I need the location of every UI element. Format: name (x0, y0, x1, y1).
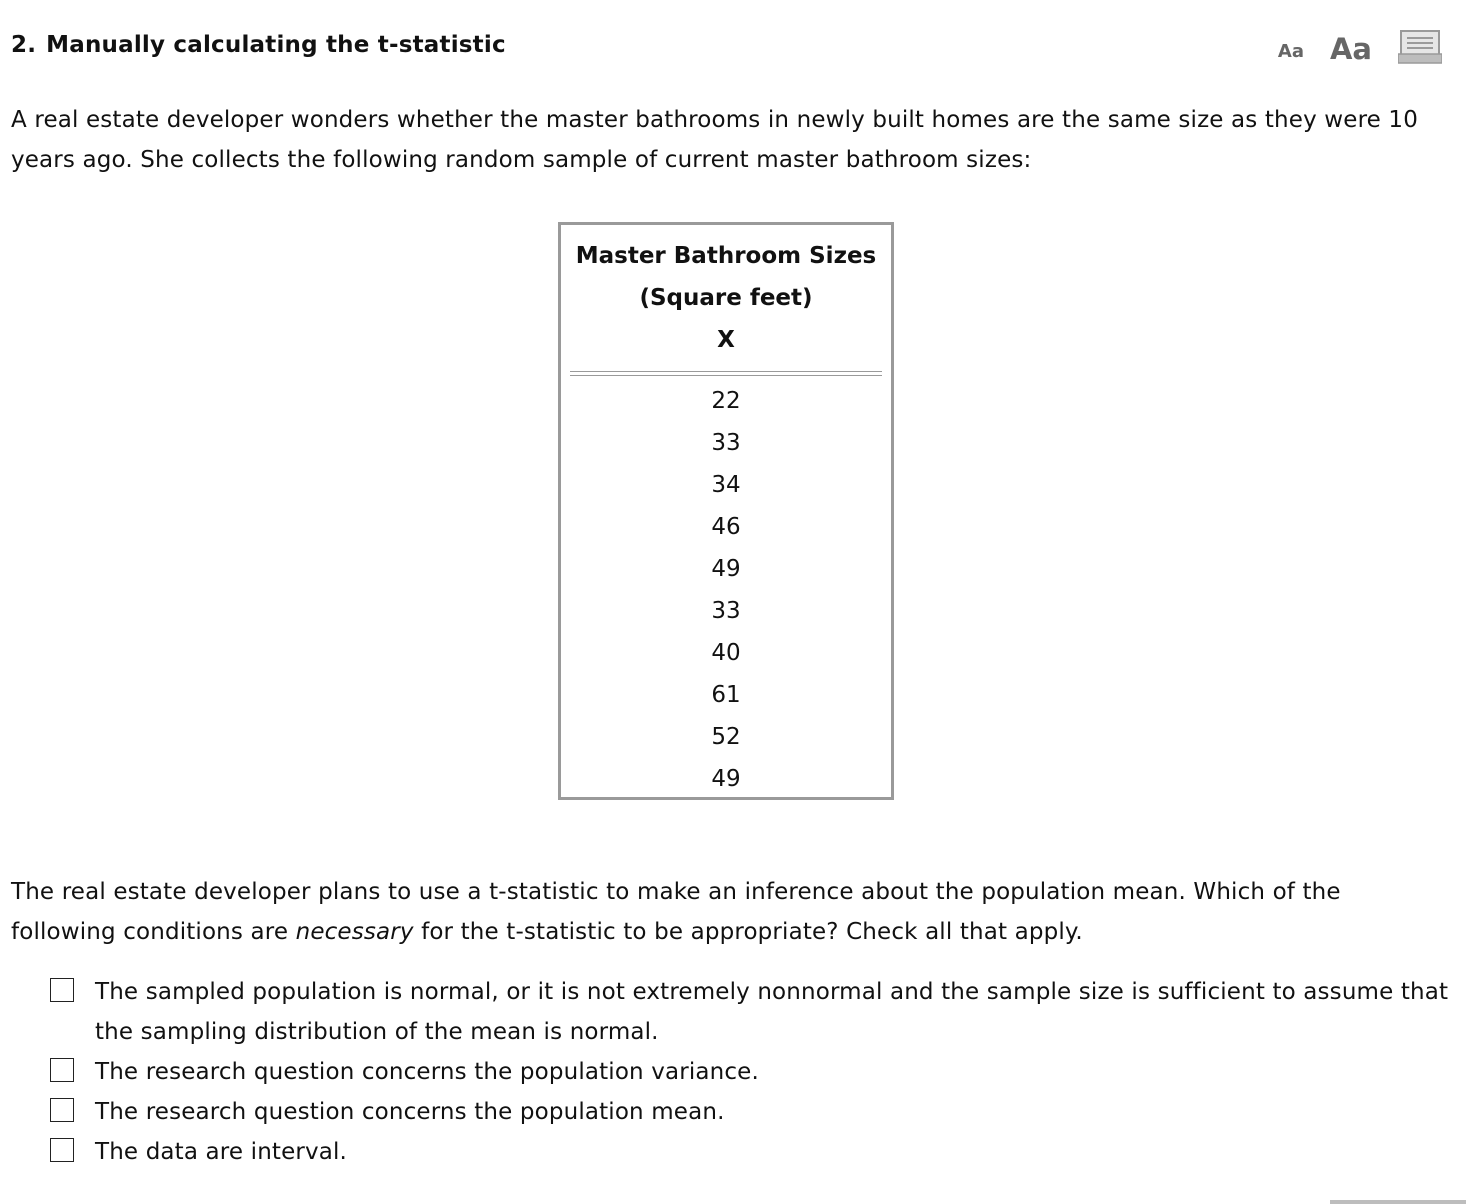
question-prompt (11, 872, 1451, 952)
checkbox-interval-data[interactable] (50, 1138, 74, 1162)
decrease-font-button[interactable]: Aa (1277, 41, 1304, 62)
table-header-units: (Square feet) (639, 285, 813, 311)
table-cell: 34 (711, 472, 741, 498)
print-icon[interactable] (1398, 30, 1442, 64)
table-cell: 33 (711, 430, 741, 456)
option-population-variance[interactable] (50, 1052, 1450, 1092)
prompt-text-before: The real estate developer plans to use a t-statistic to make an inference about the population mean. Which of the following conditions are (11, 879, 1341, 945)
table-cell: 46 (711, 514, 741, 540)
option-label: The data are interval. (95, 1139, 348, 1165)
increase-font-button[interactable]: Aa (1329, 32, 1372, 66)
option-label: The research question concerns the population variance. (95, 1059, 759, 1085)
table-header-title: Master Bathroom Sizes (575, 243, 877, 269)
table-cell: 49 (711, 766, 741, 792)
table-cell: 40 (711, 640, 741, 666)
checkbox-population-variance[interactable] (50, 1058, 74, 1082)
option-normality[interactable] (50, 972, 1450, 1052)
table-cell: 33 (711, 598, 741, 624)
table-cell: 61 (711, 682, 741, 708)
display-tools (1278, 30, 1442, 64)
option-population-mean[interactable] (50, 1092, 1450, 1132)
table-header-variable: X (717, 327, 735, 353)
bathroom-sizes-table (558, 222, 894, 800)
prompt-emphasis: necessary (295, 919, 414, 945)
checkbox-normality[interactable] (50, 978, 74, 1002)
table-cell: 22 (711, 388, 741, 414)
intro-paragraph: A real estate developer wonders whether the master bathrooms in newly built homes are the same size as they were 10 years ago. She collects the following random sample of current master bathroom sizes: (11, 107, 1418, 173)
table-cell: 49 (711, 556, 741, 582)
option-label: The sampled population is normal, or it is not extremely nonnormal and the sample size is sufficient to assume that the sampling distribution of the mean is normal. (95, 979, 1449, 1045)
question-title-text: Manually calculating the t-statistic (46, 32, 506, 58)
option-label: The research question concerns the population mean. (95, 1099, 725, 1125)
question-title (11, 32, 506, 58)
question-number: 2. (11, 32, 37, 58)
bottom-edge-bar (1330, 1200, 1466, 1204)
prompt-text-after: for the t-statistic to be appropriate? Check all that apply. (413, 919, 1083, 945)
answer-options (50, 972, 1450, 1172)
option-interval-data[interactable] (50, 1132, 1450, 1172)
table-values (561, 380, 891, 800)
table-cell: 52 (711, 724, 741, 750)
header-double-rule (570, 371, 882, 376)
checkbox-population-mean[interactable] (50, 1098, 74, 1122)
